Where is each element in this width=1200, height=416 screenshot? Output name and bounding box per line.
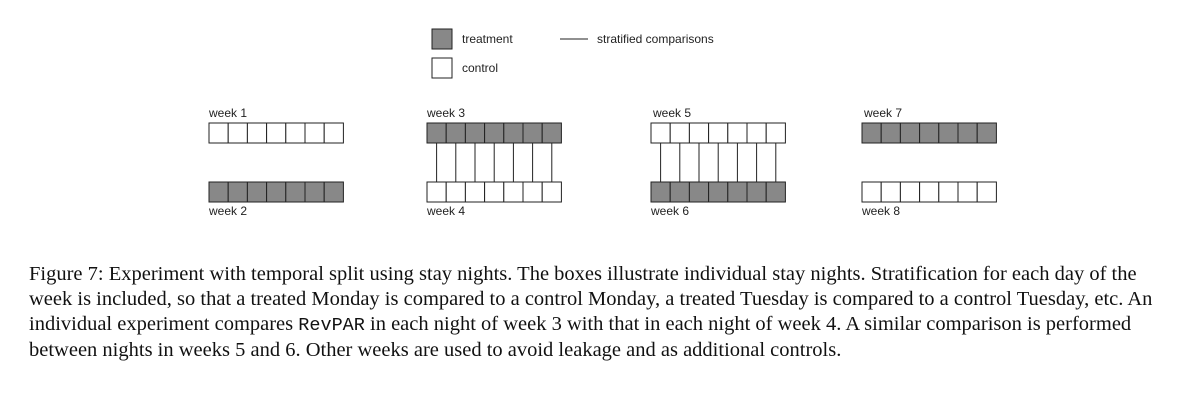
night-box-treatment xyxy=(958,123,977,143)
night-box-control xyxy=(465,182,484,202)
legend xyxy=(432,29,714,78)
night-box-control xyxy=(446,182,465,202)
week-3-4-comparisons xyxy=(437,143,552,182)
week-5-6-comparisons xyxy=(661,143,776,182)
night-box-treatment xyxy=(446,123,465,143)
night-box-treatment xyxy=(247,182,266,202)
week-2-row xyxy=(208,182,343,218)
night-box-control xyxy=(939,182,958,202)
night-box-control xyxy=(305,123,324,143)
week-2-label: week 2 xyxy=(209,204,248,218)
week-1-row xyxy=(208,106,343,143)
week-7-row xyxy=(862,106,996,143)
night-box-treatment xyxy=(709,182,728,202)
week-1-nights xyxy=(209,123,343,143)
figure-caption xyxy=(29,262,1175,363)
night-box-treatment xyxy=(900,123,919,143)
night-box-treatment xyxy=(689,182,708,202)
week-3-row xyxy=(426,106,561,143)
night-box-control xyxy=(651,123,670,143)
week-1-label: week 1 xyxy=(209,106,248,120)
night-box-control xyxy=(862,182,881,202)
legend-control-label: control xyxy=(462,61,499,75)
night-box-control xyxy=(324,123,343,143)
week-5-nights xyxy=(651,123,785,143)
night-box-control xyxy=(427,182,446,202)
caption-text-end: in each night of week 3 with that in each night of week 4. A similar comparison is performed between nights in weeks 5 and 6. Other weeks are used to avoid leakage and as additional controls. xyxy=(29,313,1132,361)
week-4-row xyxy=(426,182,561,218)
week-3-nights xyxy=(427,123,561,143)
night-box-control xyxy=(766,123,785,143)
night-box-control xyxy=(709,123,728,143)
caption-text-start: Figure 7: Experiment with temporal split using stay nights. The boxes illustrate individual stay nights. Stratification for each day of the week is included, so that a treated Monday is compared to a control Monday, a treated Tuesday is compared to a control Tuesday, etc. An individual experiment compares xyxy=(29,263,1153,335)
night-box-treatment xyxy=(920,123,939,143)
night-box-control xyxy=(228,123,247,143)
week-5-row xyxy=(651,106,785,143)
night-box-treatment xyxy=(324,182,343,202)
night-box-treatment xyxy=(504,123,523,143)
week-4-label: week 4 xyxy=(427,204,466,218)
week-8-nights xyxy=(862,182,996,202)
night-box-control xyxy=(523,182,542,202)
week-7-nights xyxy=(862,123,996,143)
night-box-treatment xyxy=(542,123,561,143)
week-3-label: week 3 xyxy=(427,106,466,120)
night-box-control xyxy=(542,182,561,202)
night-box-control xyxy=(209,123,228,143)
night-box-treatment xyxy=(977,123,996,143)
night-box-control xyxy=(881,182,900,202)
night-box-treatment xyxy=(209,182,228,202)
night-box-control xyxy=(485,182,504,202)
week-6-row xyxy=(650,182,785,218)
night-box-treatment xyxy=(862,123,881,143)
night-box-treatment xyxy=(747,182,766,202)
night-box-treatment xyxy=(305,182,324,202)
night-box-treatment xyxy=(523,123,542,143)
night-box-treatment xyxy=(427,123,446,143)
week-2-nights xyxy=(209,182,343,202)
legend-treatment-label: treatment xyxy=(462,32,513,46)
week-5-label: week 5 xyxy=(653,106,692,120)
night-box-control xyxy=(504,182,523,202)
caption-code-revpar: RevPAR xyxy=(298,315,365,336)
week-6-label: week 6 xyxy=(651,204,690,218)
legend-control-swatch xyxy=(432,58,452,78)
night-box-control xyxy=(728,123,747,143)
night-box-control xyxy=(670,123,689,143)
night-box-control xyxy=(958,182,977,202)
week-7-label: week 7 xyxy=(864,106,903,120)
night-box-control xyxy=(747,123,766,143)
week-6-nights xyxy=(651,182,785,202)
night-box-control xyxy=(267,123,286,143)
night-box-treatment xyxy=(267,182,286,202)
week-4-nights xyxy=(427,182,561,202)
night-box-control xyxy=(689,123,708,143)
night-box-treatment xyxy=(881,123,900,143)
week-8-row xyxy=(861,182,996,218)
night-box-treatment xyxy=(728,182,747,202)
night-box-control xyxy=(977,182,996,202)
night-box-control xyxy=(920,182,939,202)
night-box-treatment xyxy=(939,123,958,143)
night-box-treatment xyxy=(670,182,689,202)
night-box-control xyxy=(247,123,266,143)
night-box-treatment xyxy=(766,182,785,202)
night-box-treatment xyxy=(228,182,247,202)
night-box-control xyxy=(286,123,305,143)
legend-treatment-swatch xyxy=(432,29,452,49)
night-box-control xyxy=(900,182,919,202)
night-box-treatment xyxy=(465,123,484,143)
week-8-label: week 8 xyxy=(862,204,901,218)
night-box-treatment xyxy=(485,123,504,143)
night-box-treatment xyxy=(286,182,305,202)
night-box-treatment xyxy=(651,182,670,202)
legend-stratified-label: stratified comparisons xyxy=(597,32,714,46)
